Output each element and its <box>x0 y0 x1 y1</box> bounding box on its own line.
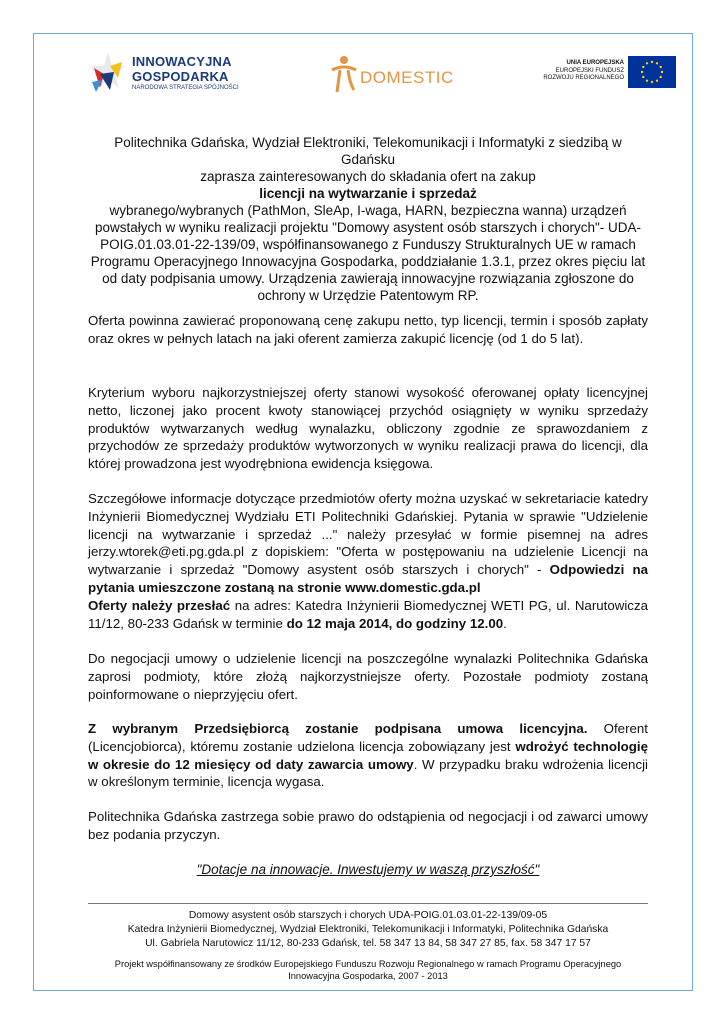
intro-line1: Politechnika Gdańska, Wydział Elektroniki, Telekomunikacji i Informatyki z siedzibą w Gdańsku <box>114 135 622 167</box>
header-logos <box>90 48 676 98</box>
slogan: "Dotacje na innowacje. Inwestujemy w waszą przyszłość" <box>196 862 540 877</box>
footer-department: Katedra Inżynierii Biomedycznej, Wydział Elektroniki, Telekomunikacji i Informatyki, Politechnika Gdańska <box>127 924 609 935</box>
ig-line1: INNOWACYJNA <box>132 54 232 69</box>
eu-logo <box>543 54 676 92</box>
eu-line1: UNIA EUROPEJSKA <box>566 60 624 66</box>
footer-address: Ul. Gabriela Narutowicz 11/12, 80-233 Gdańsk, tel. 58 347 13 84, 58 347 27 85, fax. 58 347 17 57 <box>145 938 591 949</box>
intro-section <box>88 134 648 304</box>
ig-star-icon <box>90 52 126 92</box>
domestic-logo <box>328 50 468 96</box>
intro-subject: licencji na wytwarzanie i sprzedaż <box>259 186 477 201</box>
ig-line2: GOSPODARKA <box>132 69 229 84</box>
paragraph-negotiation: Do negocjacji umowy o udzielenie licencji na poszczególne wynalazki Politechnika Gdańska zaprosi podmioty, które złożą najkorzystniejsze oferty. Pozostałe podmioty zostaną poinformowane o nieprzyjęciu ofert. <box>88 651 648 702</box>
paragraph-reservation: Politechnika Gdańska zastrzega sobie prawo do odstąpienia od negocjacji i od zawarci umowy bez podania przyczyn. <box>88 809 648 842</box>
eu-line2: EUROPEJSKI FUNDUSZ <box>555 68 624 74</box>
innowacyjna-gospodarka-logo <box>90 52 250 96</box>
paragraph-offer: Oferta powinna zawierać proponowaną cenę zakupu netto, typ licencji, termin i sposób zapłaty oraz okres w pełnych latach na jaki oferent zamierza zakupić licencję (od 1 do 5 lat). <box>88 313 648 346</box>
deadline: do 12 maja 2014, do godziny 12.00 <box>286 615 504 631</box>
answers-link-note: Odpowiedzi na pytania umieszczone zostaną na stronie www.domestic.gda.pl <box>88 562 648 595</box>
footer-divider <box>88 903 648 904</box>
paragraph-submission: Oferty należy przesłać na adres: Katedra Inżynierii Biomedycznej WETI PG, ul. Narutowicza 11/12, 80-233 Gdańsk w terminie do 12 maja 2014, do godziny 12.00. <box>88 598 648 631</box>
domestic-figure-icon <box>328 54 358 94</box>
footer-funding-line1: Projekt współfinansowany ze środków Europejskiego Funduszu Rozwoju Regionalnego w ramach Programu Operacyjnego <box>114 959 622 969</box>
eu-flag-icon <box>628 56 676 88</box>
paragraph-contract: Z wybranym Przedsiębiorcą zostanie podpisana umowa licencyjna. Oferent (Licencjobiorca), któremu zostanie udzielona licencja zobowiązany jest wdrożyć technologię w okresie do 12 miesięcy od daty zawarcia umowy. W przypadku braku wdrożenia licencji w określonym terminie, licencja wygasa. <box>88 721 648 790</box>
eu-line3: ROZWOJU REGIONALNEGO <box>543 75 624 81</box>
ig-line3: NARODOWA STRATEGIA SPÓJNOŚCI <box>132 85 239 91</box>
footer-project: Domowy asystent osób starszych i chorych UDA-POIG.01.03.01-22-139/09-05 <box>188 910 548 921</box>
intro-details: wybranego/wybranych (PathMon, SleAp, I-waga, HARN, bezpieczna wanna) urządzeń powstałych w wyniku realizacji projektu "Domowy asystent osób starszych i chorych"- UDA-POIG.01.03.01-22-139/09, współfinansowanego z Funduszy Strukturalnych UE w ramach Programu Operacyjnego Innowacyjna Gospodarka, poddziałanie 1.3.1, przez okres pięciu lat od daty podpisania umowy. Urządzenia zawierają innowacyjne rozwiązania zgłoszone do ochrony w Urzędzie Patentowym RP. <box>90 203 646 303</box>
intro-line2: zaprasza zainteresowanych do składania ofert na zakup <box>200 169 536 184</box>
footer-funding-line2: Innowacyjna Gospodarka, 2007 - 2013 <box>288 971 448 981</box>
domestic-logo-text: DOMESTIC <box>360 68 454 87</box>
paragraph-criterion: Kryterium wyboru najkorzystniejszej oferty stanowi wysokość oferowanej opłaty licencyjnej netto, liczonej jako procent kwoty stanowiącej przychód osiągnięty w wyniku sprzedaży produktów wytwarzanych według wynalazku, obliczony zgodnie ze sprawozdaniem z przychodów ze sprzedaży produktów wytworzonych w wyniku realizacji prawa do licencji, dla której prowadzona jest wyodrębniona ewidencja księgowa. <box>88 385 648 472</box>
paragraph-information: Szczegółowe informacje dotyczące przedmiotów oferty można uzyskać w sekretariacie katedry Inżynierii Biomedycznej Wydziału ETI Politechniki Gdańskiej. Pytania w sprawie "Udzielenie licencji na wytwarzanie i sprzedaż ..." należy przesyłać w formie pisemnej na adres jerzy.wtorek@eti.pg.gda.pl z dopiskiem: "Oferta w postępowaniu na udzielenie Licencji na wytwarzanie i sprzedaż "Domowy asystent osób starszych i chorych" - Odpowiedzi na pytania umieszczone zostaną na stronie www.domestic.gda.pl <box>88 491 648 595</box>
